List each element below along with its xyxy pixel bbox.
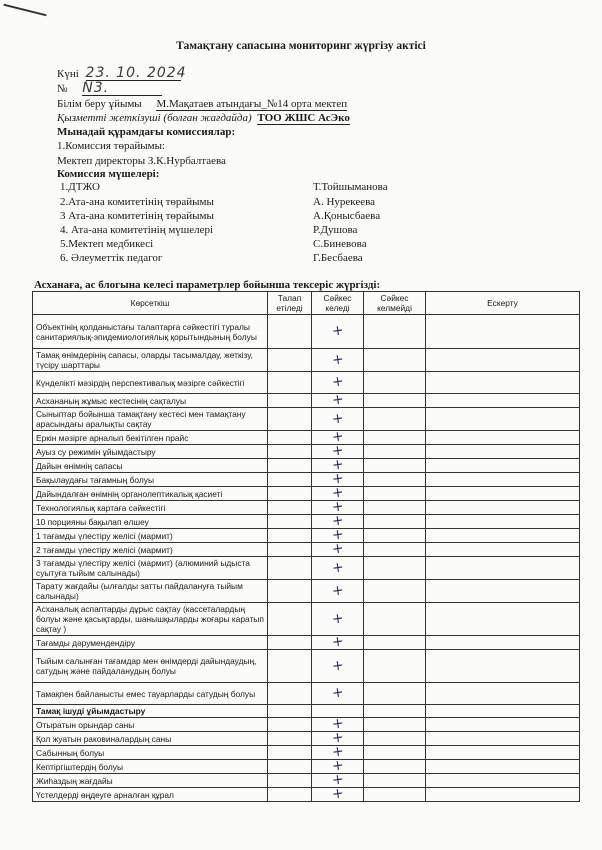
noncompliant-cell: [364, 580, 426, 603]
indicator-cell: [33, 774, 268, 788]
required-cell: [268, 529, 312, 543]
member-role: 4. Ата-ана комитетінің мүшелері: [60, 224, 214, 236]
indicator-cell: [33, 788, 268, 802]
compliant-cell: [312, 785, 364, 803]
required-cell: [268, 746, 312, 760]
member-name: Г.Бесбаева: [313, 252, 363, 264]
indicator-cell: [33, 603, 268, 636]
indicator-cell: [33, 431, 268, 445]
indicator-cell: [33, 705, 268, 718]
noncompliant-cell: [364, 557, 426, 580]
note-cell: [426, 372, 580, 394]
school-line: [57, 98, 347, 111]
chair-label: 1.Комиссия төрайымы:: [57, 140, 166, 152]
indicator-cell: [33, 543, 268, 557]
noncompliant-cell: [364, 718, 426, 732]
handwritten-check-icon: +: [330, 729, 345, 747]
table-heading: Асханаға, ас блогына келесі параметрлер бойынша тексеріс жүргізді:: [34, 279, 381, 291]
note-cell: [426, 431, 580, 445]
note-cell: [426, 603, 580, 636]
noncompliant-cell: [364, 543, 426, 557]
handwritten-check-icon: +: [330, 743, 345, 761]
table-row: [33, 431, 580, 445]
compliant-cell: [312, 633, 364, 651]
chair-value: Мектеп директоры З.К.Нурбалтаева: [57, 155, 226, 167]
indicator-cell: [33, 487, 268, 501]
indicator-label: Үстелдерді өңдеуге арналған құрал: [36, 789, 174, 800]
handwritten-check-icon: +: [330, 409, 345, 428]
indicator-label: Жиhаздың жағдайы: [36, 775, 113, 786]
handwritten-check-icon: +: [330, 442, 345, 460]
noncompliant-cell: [364, 431, 426, 445]
required-cell: [268, 431, 312, 445]
indicator-label: Сыныптар бойынша тамақтану кестесі мен тамақтану арасындағы аралықты сақтау: [36, 409, 246, 429]
member-name: С.Биневова: [313, 238, 367, 250]
member-name: Т.Тойшыманова: [313, 181, 388, 193]
noncompliant-cell: [364, 746, 426, 760]
table-row: [33, 603, 580, 636]
noncompliant-cell: [364, 515, 426, 529]
note-cell: [426, 580, 580, 603]
date-label: Күні: [57, 68, 79, 80]
noncompliant-cell: [364, 372, 426, 394]
required-cell: [268, 445, 312, 459]
indicator-cell: [33, 557, 268, 580]
table-section-row: [33, 705, 580, 718]
required-cell: [268, 315, 312, 349]
required-cell: [268, 683, 312, 705]
table-row: [33, 349, 580, 372]
noncompliant-cell: [364, 349, 426, 372]
table-row: [33, 487, 580, 501]
note-cell: [426, 705, 580, 718]
compliant-cell: [312, 391, 364, 409]
required-cell: [268, 580, 312, 603]
noncompliant-cell: [364, 683, 426, 705]
note-cell: [426, 459, 580, 473]
note-cell: [426, 315, 580, 349]
noncompliant-cell: [364, 394, 426, 408]
table-row: [33, 732, 580, 746]
compliant-cell: [312, 372, 364, 394]
noncompliant-cell: [364, 445, 426, 459]
handwritten-check-icon: +: [330, 391, 345, 409]
member-name: А.Қонысбаева: [313, 210, 381, 222]
indicator-cell: [33, 459, 268, 473]
table-row: [33, 788, 580, 802]
table-header-row: [33, 292, 580, 315]
compliant-cell: [312, 603, 364, 636]
indicator-label: Тыйым салынған тағамдар мен өнімдерді дайындаудың, сатудың және пайдаланудың болуы: [36, 656, 257, 676]
date-value: 23. 10. 2024: [85, 65, 187, 81]
number-label: №: [57, 83, 68, 95]
table-row: [33, 636, 580, 650]
indicator-label: 10 порцияны бақылап өлшеу: [36, 516, 149, 527]
handwritten-check-icon: +: [330, 656, 345, 675]
noncompliant-cell: [364, 788, 426, 802]
column-header-noncompliant: Сәйкес келмейді: [364, 292, 426, 315]
required-cell: [268, 732, 312, 746]
indicator-cell: [33, 746, 268, 760]
indicator-label: Ауыз су режимін ұйымдастыру: [36, 446, 156, 457]
handwritten-check-icon: +: [330, 484, 345, 502]
indicator-label: Қол жуатын раковиналардың саны: [36, 733, 172, 744]
required-cell: [268, 603, 312, 636]
note-cell: [426, 349, 580, 372]
commission-heading: Мынадай құрамдағы комиссиялар:: [57, 126, 236, 138]
noncompliant-cell: [364, 315, 426, 349]
handwritten-check-icon: +: [330, 558, 345, 577]
indicator-cell: [33, 760, 268, 774]
table-row: [33, 774, 580, 788]
indicator-cell: [33, 473, 268, 487]
required-cell: [268, 372, 312, 394]
indicator-cell: [33, 636, 268, 650]
column-header-indicator: Көрсеткіш: [33, 292, 268, 315]
note-cell: [426, 774, 580, 788]
handwritten-check-icon: +: [330, 322, 345, 340]
compliant-cell: [312, 557, 364, 580]
required-cell: [268, 760, 312, 774]
supplier-label: Қызметті жеткізуші (болған жағдайда): [57, 112, 252, 124]
indicator-label: Дайындалған өнімнің органолептикалық қасиеті: [36, 488, 223, 499]
compliant-cell: [312, 540, 364, 558]
member-role: 6. Әлеуметтік педагог: [60, 252, 163, 264]
table-row: [33, 718, 580, 732]
note-cell: [426, 501, 580, 515]
table-row: [33, 760, 580, 774]
noncompliant-cell: [364, 487, 426, 501]
school-value: М.Мақатаев атындағы_№14 орта мектеп: [156, 98, 348, 110]
note-cell: [426, 445, 580, 459]
member-name: А. Нурекеева: [313, 196, 376, 208]
indicator-label: Еркін мәзірге арналып бекітілген прайс: [36, 432, 189, 443]
indicator-cell: [33, 580, 268, 603]
handwritten-check-icon: +: [330, 456, 345, 474]
handwritten-check-icon: +: [330, 540, 345, 558]
required-cell: [268, 650, 312, 683]
indicator-label: Объектінің қолданыстағы талаптарға сәйкестігі туралы санитариялық-эпидемиологиялық қорытындының болуы: [36, 321, 257, 342]
handwritten-check-icon: +: [330, 609, 345, 628]
handwritten-check-icon: +: [330, 526, 345, 544]
table-row: [33, 501, 580, 515]
note-cell: [426, 543, 580, 557]
column-header-required: Талап етіледі: [268, 292, 312, 315]
compliant-cell: [312, 349, 364, 372]
indicator-label: Кептіргіштердің болуы: [36, 761, 123, 772]
column-header-note: Ескерту: [426, 292, 580, 315]
table-row: [33, 473, 580, 487]
date-line: [57, 65, 187, 81]
indicator-cell: [33, 650, 268, 683]
table-row: [33, 529, 580, 543]
indicator-cell: [33, 408, 268, 431]
required-cell: [268, 501, 312, 515]
noncompliant-cell: [364, 603, 426, 636]
note-cell: [426, 636, 580, 650]
handwritten-check-icon: +: [330, 512, 345, 530]
supplier-value: ТОО ЖШС АсЭко: [257, 112, 350, 124]
required-cell: [268, 543, 312, 557]
noncompliant-cell: [364, 774, 426, 788]
indicator-label: Тағамды дәрумендендіру: [36, 637, 136, 648]
supplier-line: [57, 112, 350, 125]
table-row: [33, 580, 580, 603]
handwritten-check-icon: +: [330, 785, 345, 803]
indicator-label: Күнделікті мәзірдің перспективалық мәзірге сәйкестігі: [36, 377, 245, 388]
indicator-label: 1 тағамды үлестіру желісі (мармит): [36, 530, 173, 541]
required-cell: [268, 349, 312, 372]
note-cell: [426, 732, 580, 746]
indicator-label: Асхананың жұмыс кестесінің сақталуы: [36, 395, 186, 406]
indicator-label: Дайын өнімнің сапасы: [36, 460, 123, 471]
indicator-cell: [33, 529, 268, 543]
indicator-cell: [33, 394, 268, 408]
table-row: [33, 315, 580, 349]
note-cell: [426, 557, 580, 580]
required-cell: [268, 487, 312, 501]
required-cell: [268, 459, 312, 473]
indicator-label: Бақылаудағы тағамның болуы: [36, 474, 154, 485]
handwritten-check-icon: +: [330, 428, 345, 446]
indicator-cell: [33, 732, 268, 746]
note-cell: [426, 394, 580, 408]
indicator-cell: [33, 501, 268, 515]
table-row: [33, 683, 580, 705]
note-cell: [426, 746, 580, 760]
required-cell: [268, 408, 312, 431]
table-row: [33, 650, 580, 683]
table-row: [33, 543, 580, 557]
compliant-cell: [312, 580, 364, 603]
indicator-label: Тамақ өнімдерінің сапасы, оларды тасымалдау, жеткізу, түсіру шарттары: [36, 350, 253, 370]
indicator-label: Тамақпен байланысты емес тауарларды сатудың болуы: [36, 688, 256, 699]
column-header-compliant: Сәйкес келеді: [312, 292, 364, 315]
compliant-cell: [312, 683, 364, 705]
handwritten-check-icon: +: [330, 581, 345, 600]
note-cell: [426, 515, 580, 529]
indicator-cell: [33, 349, 268, 372]
indicator-cell: [33, 718, 268, 732]
indicator-label: 2 тағамды үлестіру желісі (мармит): [36, 544, 173, 555]
noncompliant-cell: [364, 529, 426, 543]
indicator-label: Асханалық аспаптарды дұрыс сақтау (кассеталардың болуы және қасықтарды, шанышқыларды жоғары каратып сақтау ): [36, 604, 264, 634]
indicator-label: Сабынның болуы: [36, 747, 105, 758]
indicator-cell: [33, 372, 268, 394]
noncompliant-cell: [364, 732, 426, 746]
number-line: [57, 82, 162, 96]
table-row: [33, 408, 580, 431]
noncompliant-cell: [364, 650, 426, 683]
table-row: [33, 372, 580, 394]
note-cell: [426, 487, 580, 501]
indicator-label: Технологиялық картаға сәйкестігі: [36, 502, 166, 513]
member-role: 1.ДТЖО: [60, 181, 100, 193]
table-row: [33, 515, 580, 529]
note-cell: [426, 788, 580, 802]
handwritten-check-icon: +: [330, 715, 345, 733]
required-cell: [268, 774, 312, 788]
compliant-cell: [312, 408, 364, 431]
member-role: 5.Мектеп медбикесі: [60, 238, 154, 250]
note-cell: [426, 408, 580, 431]
handwritten-check-icon: +: [330, 373, 345, 391]
handwritten-check-icon: +: [330, 498, 345, 516]
handwritten-check-icon: +: [330, 350, 345, 369]
noncompliant-cell: [364, 760, 426, 774]
page-title: Тамақтану сапасына мониторинг жүргізу актісі: [176, 40, 426, 52]
table-row: [33, 746, 580, 760]
member-role: 2.Ата-ана комитетінің төрайымы: [60, 196, 214, 208]
compliant-cell: [312, 650, 364, 683]
member-role: 3 Ата-ана комитетінің төрайымы: [60, 210, 214, 222]
noncompliant-cell: [364, 408, 426, 431]
indicator-cell: [33, 515, 268, 529]
note-cell: [426, 683, 580, 705]
required-cell: [268, 394, 312, 408]
handwritten-check-icon: +: [330, 633, 345, 651]
handwritten-check-icon: +: [330, 757, 345, 775]
required-cell: [268, 515, 312, 529]
handwritten-check-icon: +: [330, 684, 345, 702]
number-value: N3.: [82, 82, 162, 96]
noncompliant-cell: [364, 705, 426, 718]
pen-stroke: [3, 4, 46, 17]
inspection-table: [32, 291, 580, 802]
indicator-label: Отыратын орындар саны: [36, 719, 135, 730]
note-cell: [426, 473, 580, 487]
table-row: [33, 394, 580, 408]
noncompliant-cell: [364, 473, 426, 487]
table-row: [33, 459, 580, 473]
table-row: [33, 557, 580, 580]
indicator-cell: [33, 683, 268, 705]
note-cell: [426, 718, 580, 732]
handwritten-check-icon: +: [330, 470, 345, 488]
indicator-cell: [33, 445, 268, 459]
noncompliant-cell: [364, 501, 426, 515]
required-cell: [268, 636, 312, 650]
compliant-cell: [312, 315, 364, 349]
table-row: [33, 445, 580, 459]
required-cell: [268, 718, 312, 732]
required-cell: [268, 473, 312, 487]
required-cell: [268, 705, 312, 718]
indicator-label: 3 тағамды үлестіру желісі (мармит) (алюминий ыдыста суытуға тыйым салынады): [36, 558, 250, 578]
member-name: Р.Душова: [313, 224, 358, 236]
required-cell: [268, 788, 312, 802]
note-cell: [426, 760, 580, 774]
note-cell: [426, 650, 580, 683]
required-cell: [268, 557, 312, 580]
indicator-cell: [33, 315, 268, 349]
handwritten-check-icon: +: [330, 771, 345, 789]
school-label: Білім беру ұйымы: [57, 98, 142, 110]
members-heading: Комиссия мүшелері:: [57, 168, 160, 180]
indicator-label: Тамақ ішуді ұйымдастыру: [36, 706, 146, 716]
noncompliant-cell: [364, 459, 426, 473]
note-cell: [426, 529, 580, 543]
noncompliant-cell: [364, 636, 426, 650]
indicator-label: Тарату жағдайы (ылғалды затты пайдалануға тыйым салынады): [36, 581, 243, 601]
